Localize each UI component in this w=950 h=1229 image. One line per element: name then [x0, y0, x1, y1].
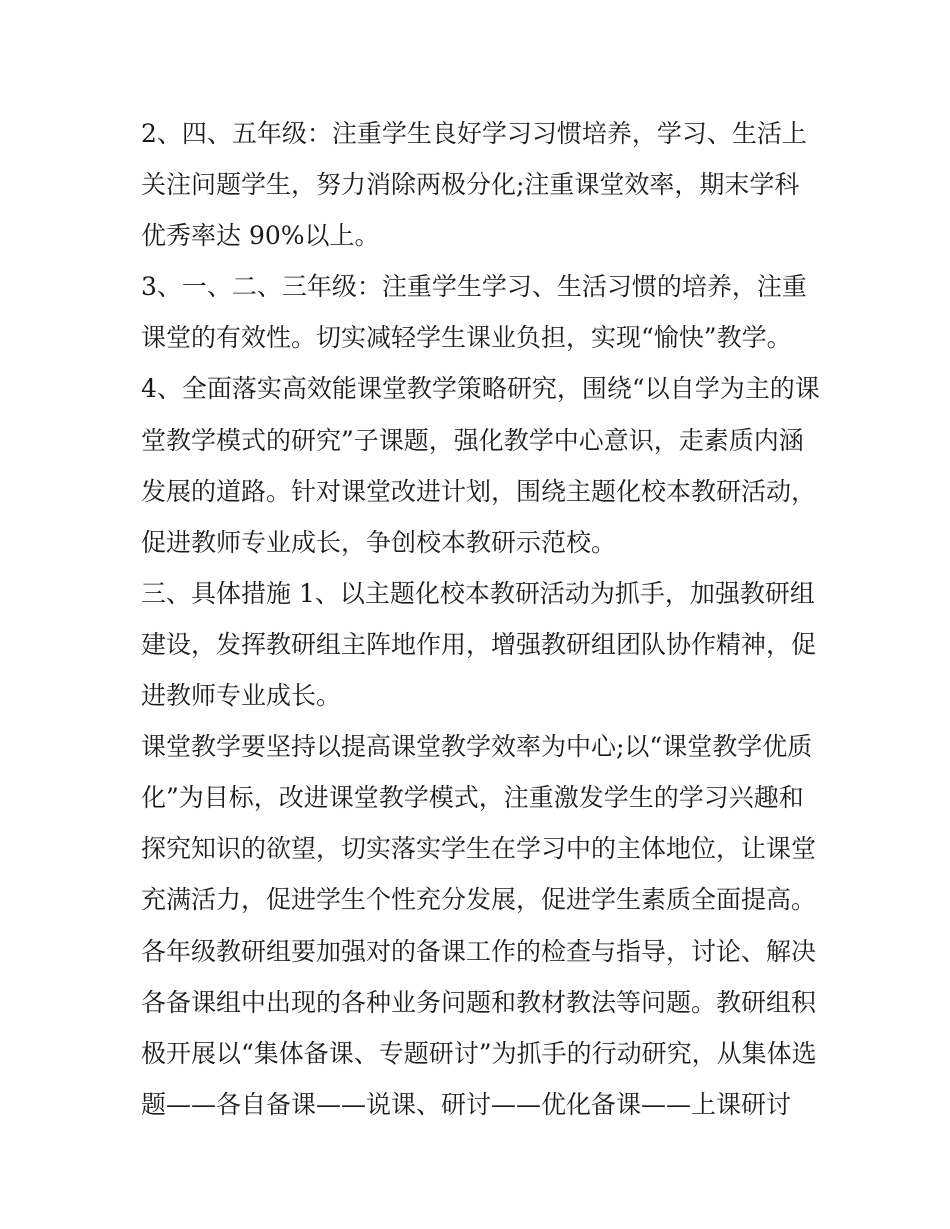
text-line: 4、全面落实高效能课堂教学策略研究，围绕“以自学为主的课: [141, 374, 820, 404]
text-line: 三、具体措施 1、以主题化校本教研活动为抓手，加强教研组: [141, 578, 815, 608]
text-line: 堂教学模式的研究”子课题，强化教学中心意识，走素质内涵: [141, 425, 804, 455]
text-line: 发展的道路。针对课堂改进计划，围绕主题化校本教研活动，: [141, 476, 817, 506]
text-line: 促进教师专业成长，争创校本教研示范校。: [141, 527, 617, 557]
text-line: 课堂教学要坚持以提高课堂教学效率为中心;以“课堂教学优质: [141, 732, 813, 762]
text-line: 探究知识的欲望，切实落实学生在学习中的主体地位，让课堂: [141, 834, 817, 864]
text-line: 充满活力，促进学生个性充分发展，促进学生素质全面提高。: [141, 885, 817, 915]
text-line: 2、四、五年级：注重学生良好学习习惯培养，学习、生活上: [141, 119, 807, 148]
text-line: 3、一、二、三年级：注重学生学习、生活习惯的培养，注重: [141, 272, 807, 302]
text-line: 课堂的有效性。切实减轻学生课业负担，实现“愉快”教学。: [141, 323, 792, 353]
text-line: 化”为目标，改进课堂教学模式，注重激发学生的学习兴趣和: [141, 783, 804, 813]
text-line: 进教师专业成长。: [141, 681, 342, 711]
text-line: 题——各自备课——说课、研讨——优化备课——上课研讨: [141, 1089, 792, 1119]
text-line: 各年级教研组要加强对的备课工作的检查与指导，讨论、解决: [141, 936, 817, 966]
text-line: 极开展以“集体备课、专题研讨”为抓手的行动研究，从集体选: [141, 1038, 817, 1068]
document-body: [141, 108, 821, 1130]
text-line: 优秀率达 90%以上。: [141, 221, 380, 251]
text-line: 各备课组中出现的各种业务问题和教材教法等问题。教研组积: [141, 987, 817, 1017]
text-line: 建设，发挥教研组主阵地作用，增强教研组团队协作精神，促: [141, 629, 817, 659]
text-line: 关注问题学生，努力消除两极分化;注重课堂效率，期末学科: [141, 170, 800, 200]
